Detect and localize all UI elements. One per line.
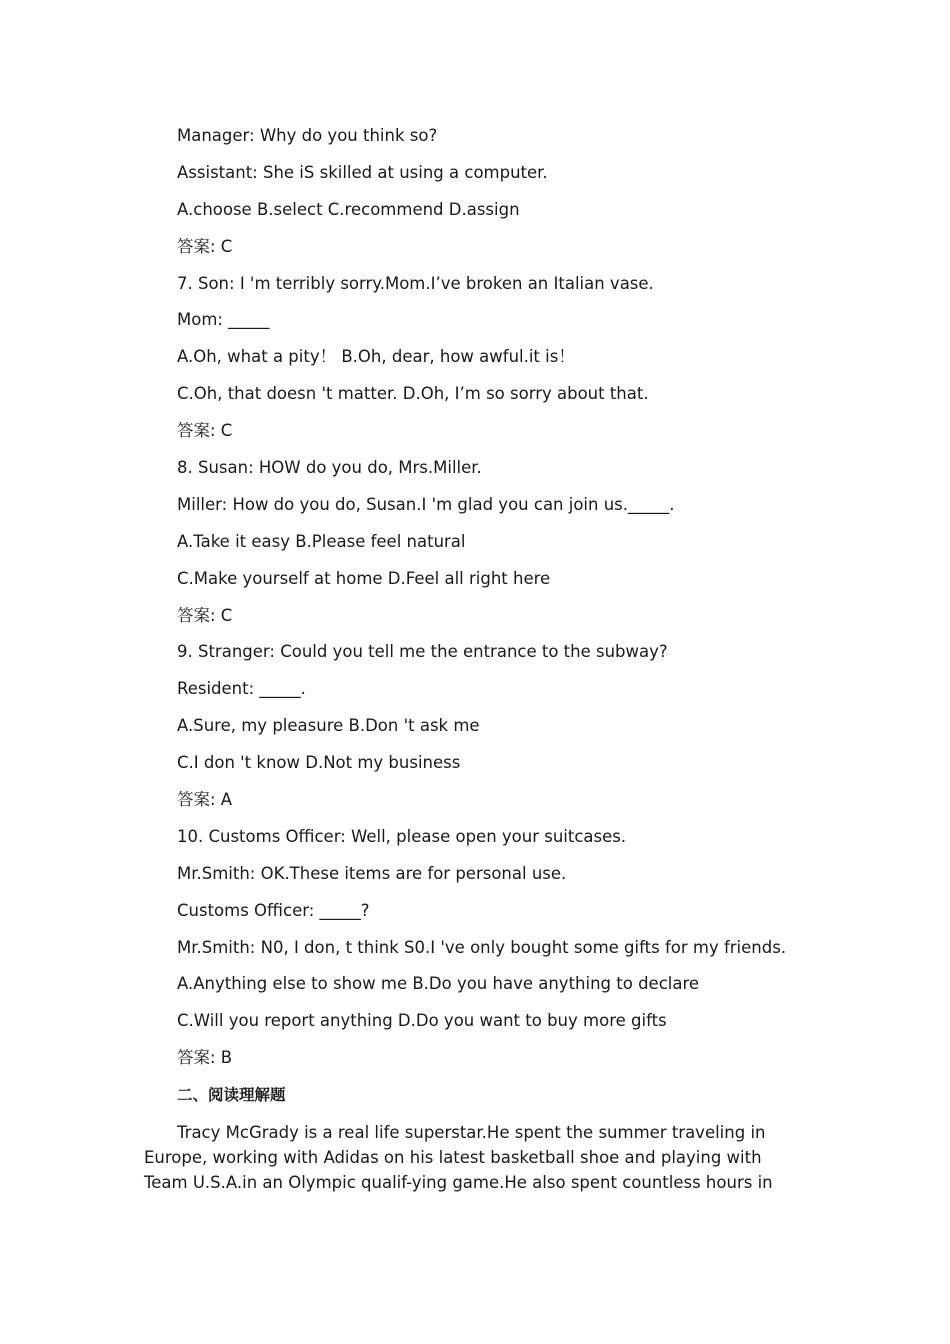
answer-key: 答案: C xyxy=(177,421,233,441)
dialogue-line: Miller: How do you do, Susan.I 'm glad you can join us._____. xyxy=(177,494,675,514)
answer-options: C.Make yourself at home D.Feel all right here xyxy=(177,568,551,588)
answer-options: A.Oh, what a pity！ B.Oh, dear, how awful.it is！ xyxy=(177,347,575,367)
dialogue-line: Customs Officer: _____? xyxy=(177,900,370,920)
dialogue-line: Mr.Smith: OK.These items are for personal use. xyxy=(177,863,567,883)
question-9: 9. Stranger: Could you tell me the entrance to the subway? xyxy=(177,642,668,662)
question-lines xyxy=(177,124,857,1120)
answer-options: A.Anything else to show me B.Do you have anything to declare xyxy=(177,974,700,994)
section-heading: 二、阅读理解题 xyxy=(177,1086,286,1105)
reading-passage: Tracy McGrady is a real life superstar.He spent the summer traveling in Europe, working with Adidas on his latest basketball shoe and playing with Team U.S.A.in an Olympic qualif-ying game.He also spent countless hours in xyxy=(144,1123,773,1192)
answer-options: C.Will you report anything D.Do you want to buy more gifts xyxy=(177,1011,667,1031)
dialogue-line: Mom: _____ xyxy=(177,310,270,330)
answer-key: 答案: B xyxy=(177,1048,233,1068)
answer-options: C.Oh, that doesn 't matter. D.Oh, I’m so sorry about that. xyxy=(177,384,649,404)
dialogue-line: Assistant: She iS skilled at using a computer. xyxy=(177,162,548,182)
question-7: 7. Son: I 'm terribly sorry.Mom.I’ve broken an Italian vase. xyxy=(177,273,654,293)
question-10: 10. Customs Officer: Well, please open your suitcases. xyxy=(177,826,627,846)
question-8: 8. Susan: HOW do you do, Mrs.Miller. xyxy=(177,458,482,478)
answer-options: A.Sure, my pleasure B.Don 't ask me xyxy=(177,716,480,736)
dialogue-line: Resident: _____. xyxy=(177,679,306,699)
dialogue-line: Manager: Why do you think so? xyxy=(177,126,438,145)
answer-key: 答案: C xyxy=(177,236,233,256)
answer-options: A.choose B.select C.recommend D.assign xyxy=(177,199,520,219)
dialogue-line: Mr.Smith: N0, I don, t think S0.I 've only bought some gifts for my friends. xyxy=(177,937,787,957)
answer-options: C.I don 't know D.Not my business xyxy=(177,753,461,773)
answer-key: 答案: C xyxy=(177,605,233,625)
answer-key: 答案: A xyxy=(177,790,233,810)
answer-options: A.Take it easy B.Please feel natural xyxy=(177,531,466,551)
